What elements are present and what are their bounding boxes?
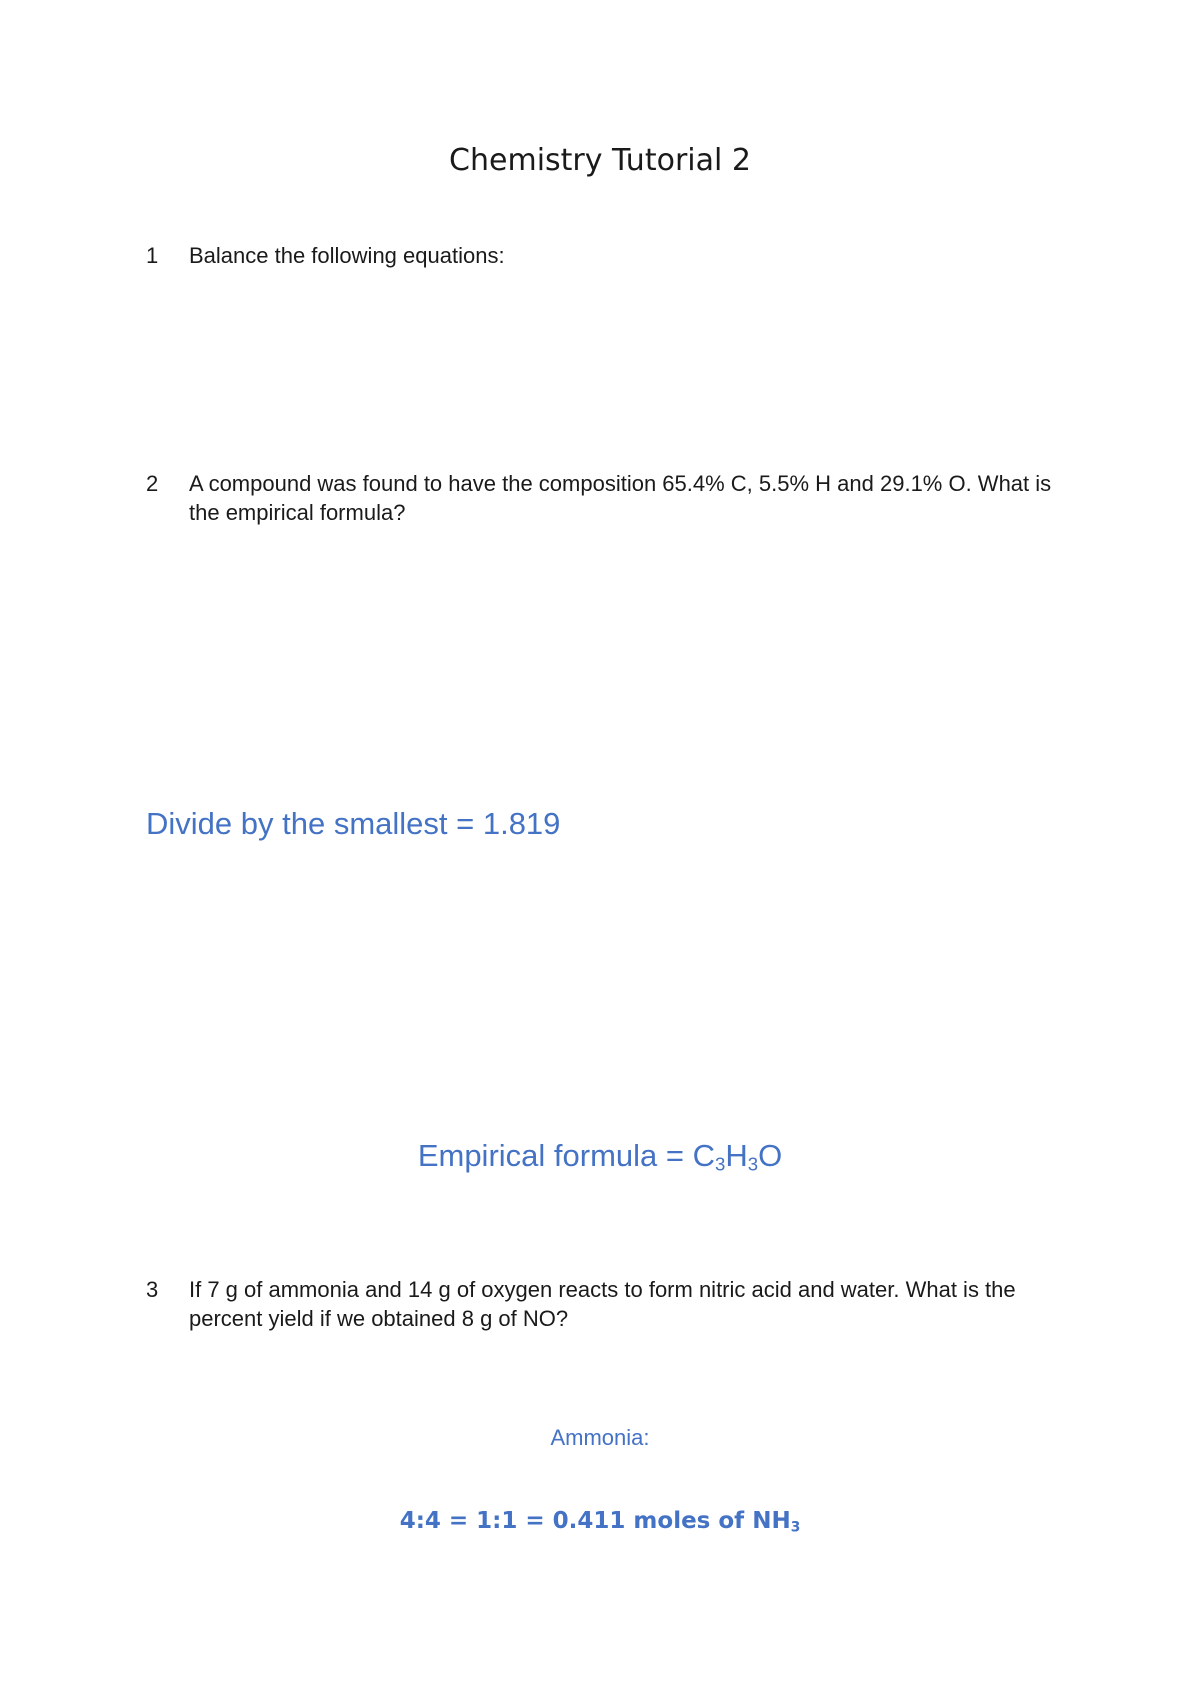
question-1	[146, 241, 1066, 270]
answer-ammonia-moles	[0, 1510, 1200, 1535]
question-3	[146, 1275, 1066, 1333]
formula-subscript: 3	[790, 1519, 801, 1536]
question-number: 3	[146, 1277, 159, 1302]
question-number: 1	[146, 243, 159, 268]
formula-element: O	[758, 1138, 783, 1173]
answer-empirical-formula	[0, 1140, 1200, 1174]
formula-subscript: 3	[714, 1153, 726, 1175]
question-number: 2	[146, 471, 159, 496]
question-text: If 7 g of ammonia and 14 g of oxygen reacts to form nitric acid and water. What is the percent yield if we obtained 8 g of NO?	[189, 1277, 1016, 1331]
page-title: Chemistry Tutorial 2	[449, 143, 751, 178]
formula-subscript: 3	[747, 1153, 759, 1175]
question-2	[146, 469, 1066, 527]
formula-element: C	[692, 1138, 715, 1173]
formula-element: H	[725, 1138, 748, 1173]
question-text: A compound was found to have the composition 65.4% C, 5.5% H and 29.1% O. What is the empirical formula?	[189, 471, 1052, 525]
ammonia-moles-text: 4:4 = 1:1 = 0.411 moles of NH	[399, 1508, 791, 1534]
question-text: Balance the following equations:	[189, 243, 505, 268]
empirical-formula-prefix: Empirical formula =	[417, 1138, 693, 1173]
answer-ammonia-label: Ammonia:	[550, 1425, 650, 1450]
answer-divide-by-smallest: Divide by the smallest = 1.819	[146, 806, 561, 841]
